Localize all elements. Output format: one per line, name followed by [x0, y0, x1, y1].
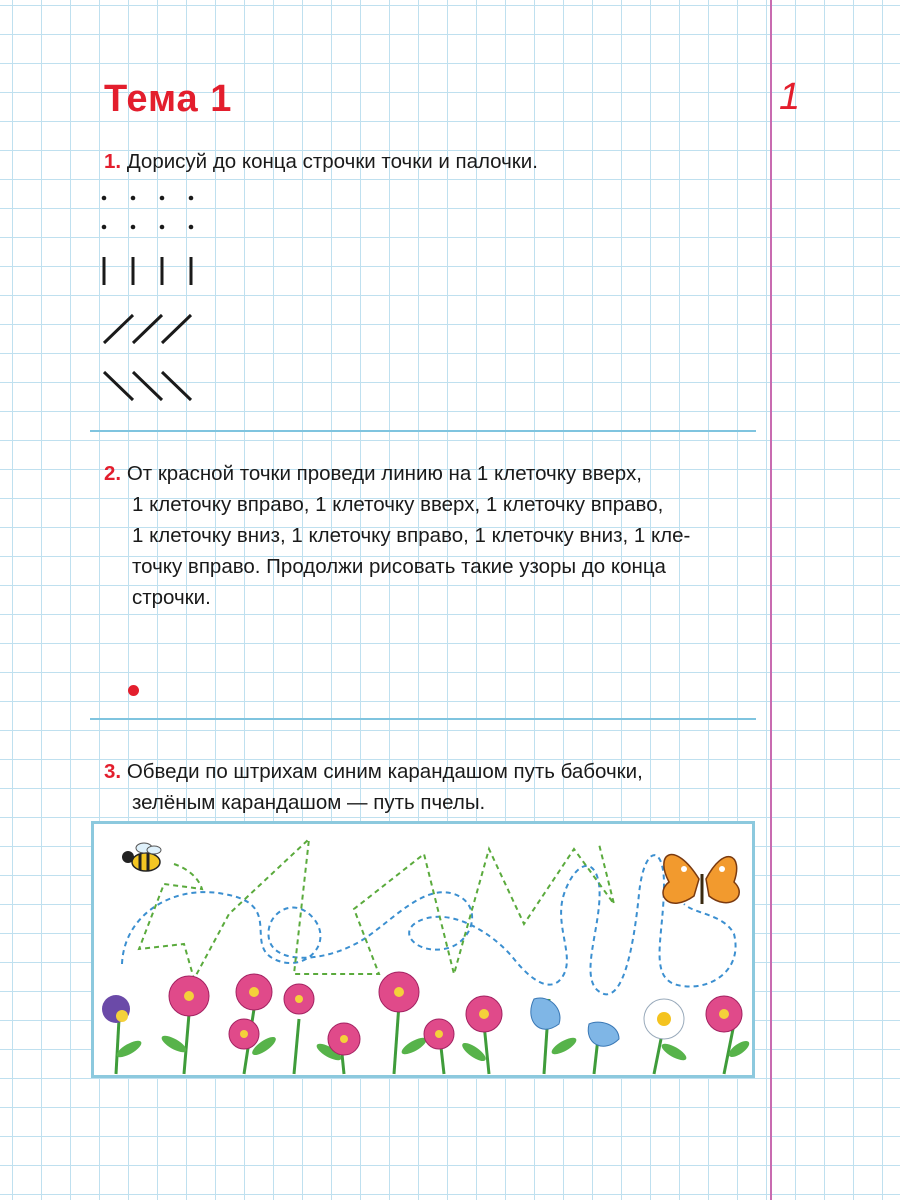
task-3-number: 3. [104, 760, 122, 783]
bee-icon [122, 843, 161, 871]
butterfly-icon [663, 855, 739, 904]
tracing-illustration-svg [94, 824, 752, 1075]
section-divider-2 [90, 718, 756, 720]
task-1-pattern [95, 185, 205, 410]
page-number: 1 [779, 76, 801, 118]
back-slash-row [104, 372, 191, 400]
red-start-dot [128, 685, 139, 696]
section-divider-1 [90, 430, 756, 432]
task-1-number: 1. [104, 150, 122, 173]
vertical-sticks-row [104, 257, 191, 285]
task-1-text: Дорисуй до конца строчки точки и палочки. [126, 150, 538, 173]
task-1 [104, 146, 538, 177]
dots-row-1 [102, 196, 194, 201]
task-2 [104, 458, 764, 613]
task-2-line-2: 1 клеточку вправо, 1 клеточку вверх, 1 клеточку вправо, [132, 493, 664, 516]
daisy-icon [644, 999, 684, 1039]
forward-slash-row [104, 315, 191, 343]
notebook-margin-line [770, 0, 772, 1200]
flower-meadow [102, 972, 752, 1074]
bee-path [139, 839, 614, 979]
task-3-line-1: Обведи по штрихам синим карандашом путь бабочки, [126, 760, 643, 783]
dots-row-2 [102, 225, 194, 230]
violet-icon [102, 995, 130, 1023]
page-title: Тема 1 [104, 78, 233, 120]
task-2-number: 2. [104, 462, 122, 485]
task-2-line-3: 1 клеточку вниз, 1 клеточку вправо, 1 клеточку вниз, 1 кле- [132, 524, 691, 547]
tracing-illustration [91, 821, 755, 1078]
task-2-line-1: От красной точки проведи линию на 1 клеточку вверх, [126, 462, 642, 485]
task-3 [104, 756, 764, 818]
task-3-line-2: зелёным карандашом — путь пчелы. [132, 791, 486, 814]
task-2-line-4: точку вправо. Продолжи рисовать такие узоры до конца [132, 555, 666, 578]
task-2-line-5: строчки. [132, 586, 211, 609]
